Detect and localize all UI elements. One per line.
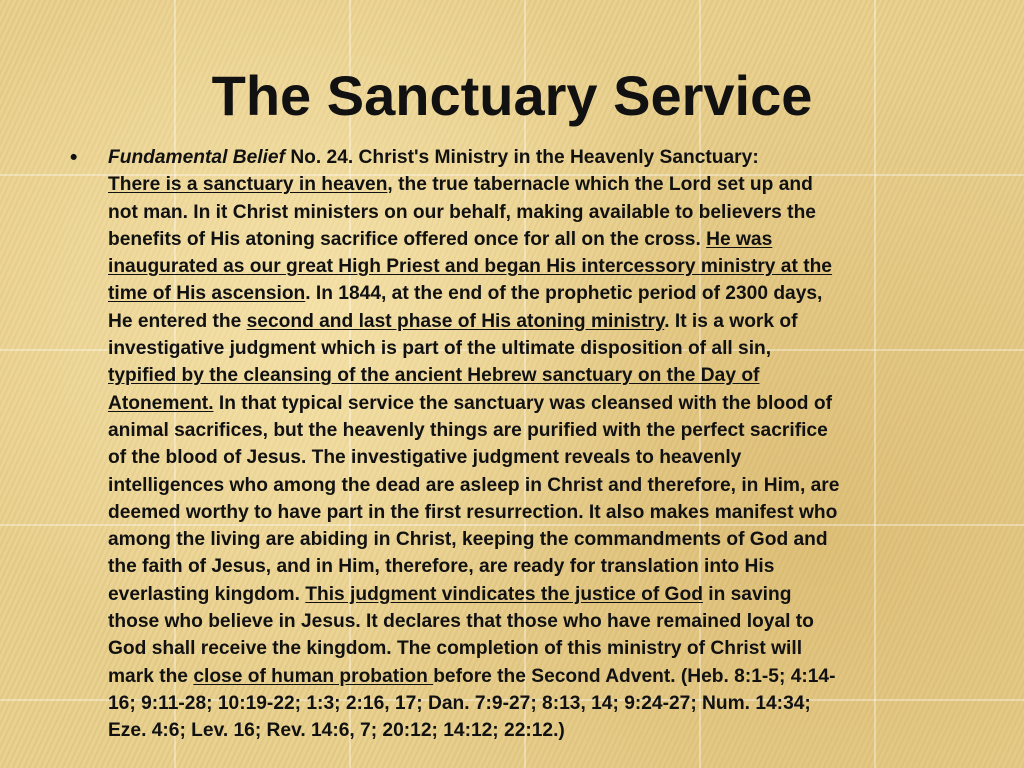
text-segment: deemed worthy to have part in the first resurrection. It also makes manifest who (108, 501, 838, 523)
text-segment: , the true tabernacle which the Lord set up and (387, 174, 813, 196)
text-line (108, 608, 982, 635)
text-segment: intelligences who among the dead are asleep in Christ and therefore, in Him, are (108, 474, 840, 496)
text-segment: in saving (702, 583, 792, 605)
text-segment: 16; 9:11-28; 10:19-22; 1:3; 2:16, 17; Dan. 7:9-27; 8:13, 14; 9:24-27; Num. 14:34; (108, 692, 811, 714)
text-segment: God shall receive the kingdom. The completion of this ministry of Christ will (108, 638, 803, 660)
underlined-phrase: This judgment vindicates the justice of God (305, 583, 703, 605)
slide-title: The Sanctuary Service (211, 64, 813, 127)
text-line (108, 335, 982, 362)
text-segment: In that typical service the sanctuary was cleansed with the blood of (213, 392, 832, 414)
text-segment: those who believe in Jesus. It declares that those who have remained loyal to (108, 611, 814, 633)
text-line (108, 144, 982, 171)
bullet-icon: • (70, 146, 78, 169)
text-line (108, 171, 982, 198)
underlined-phrase: time of His ascension (108, 283, 306, 305)
text-segment: among the living are abiding in Christ, keeping the commandments of God and (108, 529, 828, 551)
text-segment: . In 1844, at the end of the prophetic period of 2300 days, (305, 283, 823, 305)
text-line (108, 199, 982, 226)
underlined-phrase: He was (706, 228, 773, 250)
text-segment: No. 24. Christ's Ministry in the Heavenly Sanctuary: (284, 147, 759, 168)
underlined-phrase: second and last phase of His atoning ministry (246, 310, 665, 332)
underlined-phrase: Atonement. (108, 392, 214, 414)
text-segment: animal sacrifices, but the heavenly things are purified with the perfect sacrifice (108, 419, 828, 441)
text-segment: He entered the (108, 310, 247, 332)
text-segment: mark the (108, 665, 194, 687)
text-line (108, 581, 982, 608)
text-segment: of the blood of Jesus. The investigative judgment reveals to heavenly (108, 447, 742, 469)
text-line (108, 663, 982, 690)
italic-phrase: Fundamental Belief (108, 147, 285, 168)
text-line (108, 717, 982, 744)
underlined-phrase: There is a sanctuary in heaven (108, 174, 388, 196)
text-line (108, 635, 982, 662)
text-segment: Eze. 4:6; Lev. 16; Rev. 14:6, 7; 20:12; 14:12; 22:12.) (108, 720, 565, 742)
text-line (108, 444, 982, 471)
text-line (108, 472, 982, 499)
text-segment: the faith of Jesus, and in Him, therefore, are ready for translation into His (108, 556, 775, 578)
belief-text (108, 144, 982, 745)
text-segment: before the Second Advent. (Heb. 8:1-5; 4:14- (433, 665, 836, 687)
text-line (108, 280, 982, 307)
text-segment: everlasting kingdom. (108, 583, 306, 605)
text-segment: investigative judgment which is part of the ultimate disposition of all sin, (108, 338, 772, 360)
text-line (108, 226, 982, 253)
underlined-phrase: inaugurated as our great High Priest and began His intercessory ministry at the (108, 256, 832, 278)
text-line (108, 553, 982, 580)
text-line (108, 526, 982, 553)
text-line (108, 499, 982, 526)
text-line (108, 253, 982, 280)
text-line (108, 362, 982, 389)
underlined-phrase: typified by the cleansing of the ancient Hebrew sanctuary on the Day of (108, 365, 760, 387)
text-segment: benefits of His atoning sacrifice offered once for all on the cross. (108, 228, 707, 250)
text-line (108, 390, 982, 417)
text-line (108, 308, 982, 335)
text-line (108, 690, 982, 717)
underlined-phrase: close of human probation (193, 665, 434, 687)
text-segment: not man. In it Christ ministers on our behalf, making available to believers the (108, 201, 816, 223)
text-line (108, 417, 982, 444)
text-segment: . It is a work of (664, 310, 798, 332)
